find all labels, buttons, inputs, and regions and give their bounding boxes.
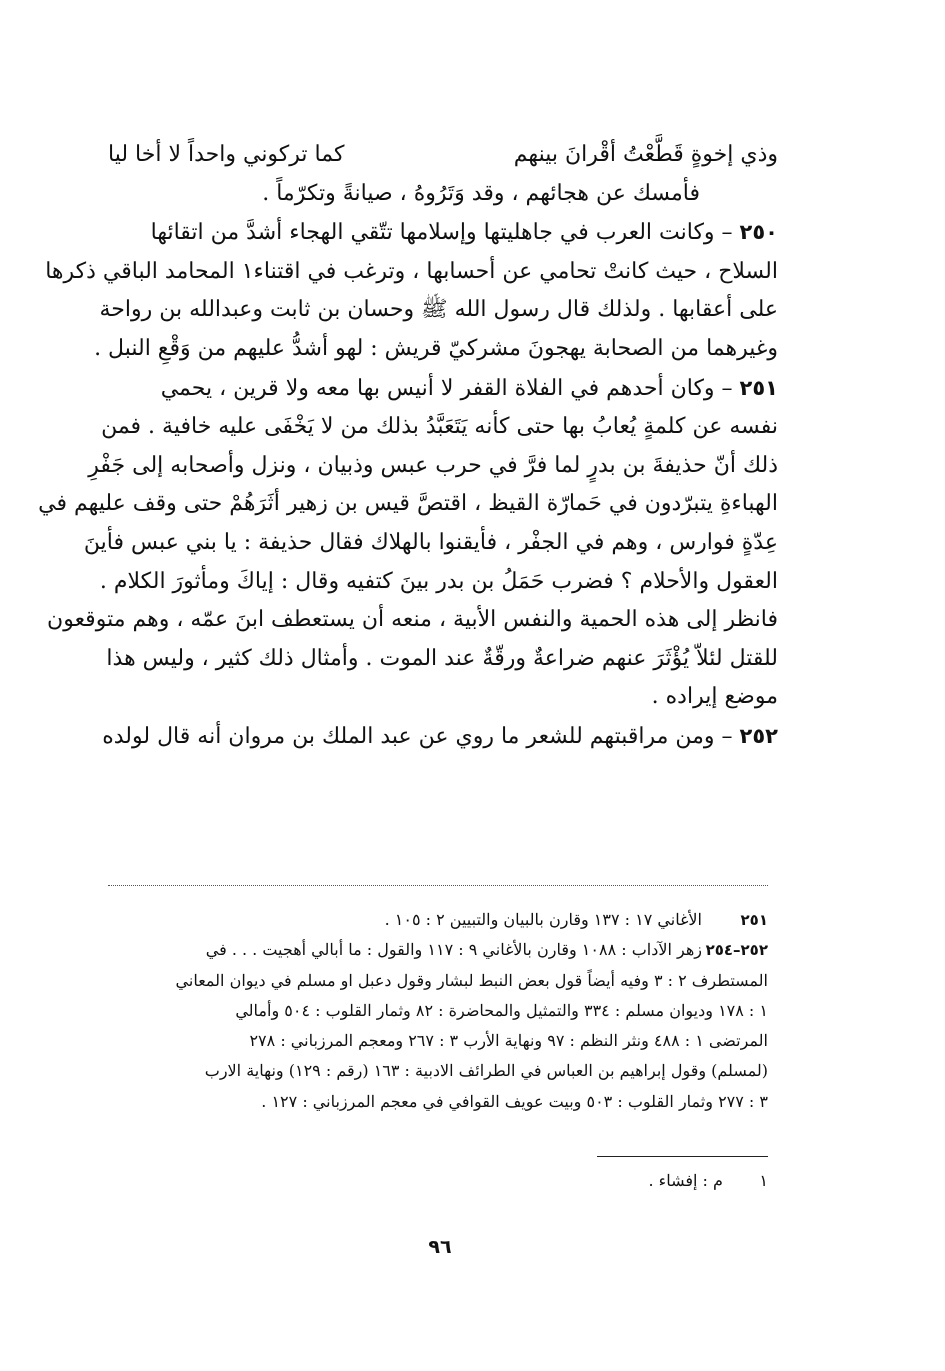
sources-divider — [108, 885, 768, 886]
paragraph-251-line: للقتل لئلاّ يُؤْثَرَ عنهم ضراعةٌ ورقّةٌ عند الموت . وأمثال ذلك كثير ، وليس هذا — [106, 645, 778, 671]
source-text: زهر الآداب : ١٠٨٨ وقارن بالأغاني ٩ : ١١٧ والقول : ما أبالي أهجيت . . . في — [205, 940, 702, 960]
footnote-number: ١ — [759, 1171, 768, 1190]
source-text-continued: المستطرف ٢ : ٣ وفيه أيضاً قول بعض النبط لبشار وقول دعبل او مسلم في ديوان المعاني — [175, 970, 768, 990]
source-text: الأغاني ١٧ : ١٣٧ وقارن بالبيان والتبيين ٢ : ١٠٥ . — [384, 910, 702, 929]
paragraph-250-line: ٢٥٠ – وكانت العرب في جاهليتها وإسلامها تتّقي الهجاء أشدَّ من اتقائها — [150, 220, 778, 246]
paragraph-251-line: ٢٥١ – وكان أحدهم في الفلاة القفر لا أنيس بها معه ولا قرين ، يحمي — [160, 375, 778, 401]
paragraph-251-line: موضع إيراده . — [651, 684, 778, 710]
paragraph-251-line: عِدّةٍ فوارس ، وهم في الجفْر ، فأيقنوا بالهلاك فقال حذيفة : يا بني عبس فأينَ — [83, 529, 778, 555]
source-text-continued: (لمسلم) وقول إبراهيم بن العباس في الطرائف الادبية : ١٦٣ (رقم : ١٢٩) ونهاية الارب — [204, 1061, 768, 1081]
paragraph-251-line: فانظر إلى هذه الحمية والنفس الأبية ، منعه أن يستعطف ابنَ عمّه ، وهم متوقعون — [47, 607, 778, 633]
source-text-continued: المرتضى ١ : ٤٨٨ ونثر النظم : ٩٧ ونهاية الأرب ٣ : ٢٦٧ ومعجم المرزباني : ٢٧٨ — [249, 1031, 768, 1051]
footnote — [560, 1168, 768, 1194]
verse-hemistich-first: وذي إخوةٍ قَطَّعْتُ أقْرانَ بينهم — [513, 142, 778, 167]
paragraph-252-line: ٢٥٢ – ومن مراقبتهم للشعر ما روي عن عبد الملك بن مروان أنه قال لولده — [102, 723, 778, 749]
footnote-text: م : إفشاء . — [648, 1171, 723, 1190]
section-number-252: ٢٥٢ — [739, 723, 778, 748]
source-key: ٢٥٢–٢٥٤ — [705, 941, 768, 960]
section-number-250: ٢٥٠ — [739, 220, 778, 245]
source-text-continued: ٣ : ٢٧٧ وثمار القلوب : ٥٠٣ وبيت عويف القوافي في معجم المرزباني : ١٢٧ . — [261, 1091, 768, 1111]
page-number: ٩٦ — [428, 1236, 452, 1258]
paragraph-251-line: نفسه عن كلمةٍ يُعابُ بها حتى كأنه يَتَعَبَّدُ بذلك من لا يَخْفَى عليه خافية . فمن — [101, 414, 778, 440]
source-text-continued: ١ : ١٧٨ وديوان مسلم : ٣٣٤ والتمثيل والمحاضرة : ٨٢ وثمار القلوب : ٥٠٤ وأمالي — [235, 1000, 768, 1020]
source-key: ٢٥١ — [740, 911, 768, 929]
verse-hemistich-second: كما تركوني واحداً لا أخا ليا — [108, 142, 345, 167]
verse-commentary: فأمسك عن هجائهم ، وقد وَتَرُوهُ ، صيانةً وتكرّماً . — [262, 180, 700, 206]
main-text — [38, 136, 778, 757]
sources-notes — [108, 905, 768, 1117]
source-entry — [108, 935, 768, 965]
footnote-rule — [597, 1156, 768, 1157]
section-number-251: ٢٥١ — [739, 375, 778, 400]
paragraph-250-line: وغيرهما من الصحابة يهجونَ مشركيّ قريش : لهو أشدُّ عليهم من وَقْعِ النبل . — [94, 335, 778, 361]
paragraph-251-line: الهباءةِ يتبرّدون في حَمارّة القيظ ، اقتصَّ قيس بن زهير أثَرَهُمْ حتى وقف عليهم في — [38, 491, 778, 517]
paragraph-250-line: على أعقابها . ولذلك قال رسول الله ﷺ وحسان بن ثابت وعبدالله بن رواحة — [99, 297, 778, 323]
paragraph-251-line: ذلك أنّ حذيفةَ بن بدرٍ لما فرَّ في حرب عبس وذبيان ، ونزل وأصحابه إلى جَفْرِ — [88, 452, 778, 478]
verse-line — [108, 136, 778, 175]
paragraph-251-line: العقول والأحلام ؟ فضرب حَمَلُ بن بدر بينَ كتفيه وقال : إياكَ ومأثورَ الكلام . — [99, 568, 778, 594]
source-entry — [108, 905, 768, 935]
paragraph-250-line: السلاح ، حيث كانتْ تحامي عن أحسابها ، وترغب في اقتناء١ المحامد الباقي ذكرها — [45, 258, 778, 284]
